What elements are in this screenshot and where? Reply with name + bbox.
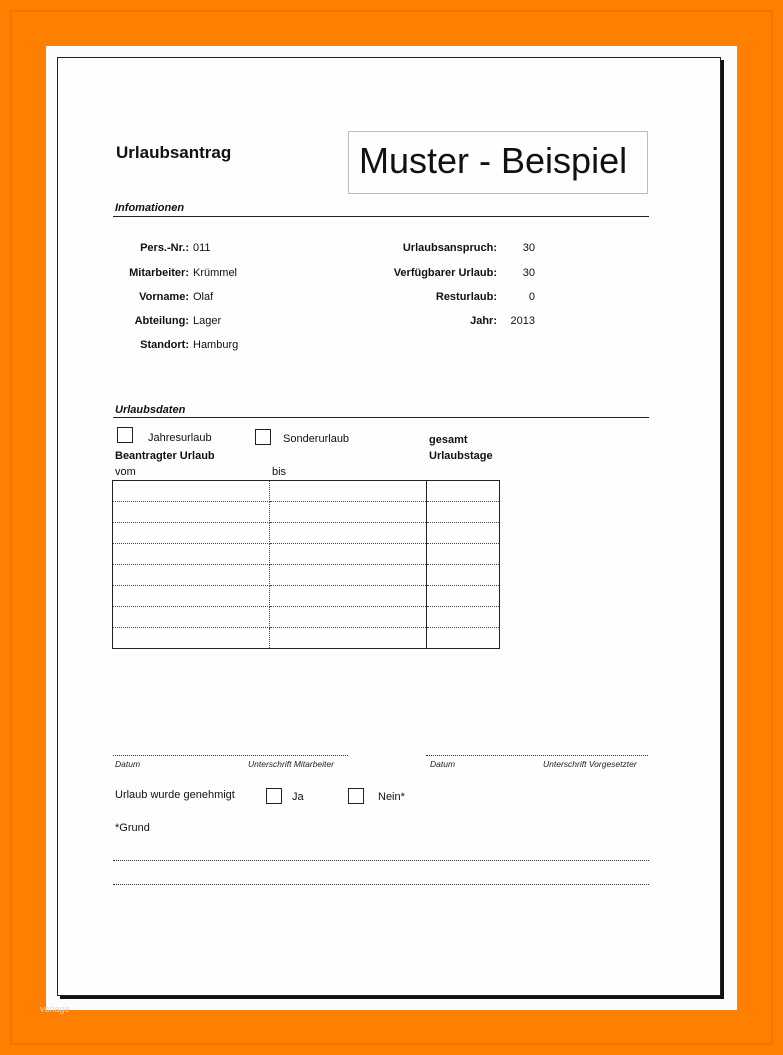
to-column-header: bis (272, 466, 287, 478)
location-label: Standort: (140, 339, 189, 351)
table-row (113, 523, 500, 544)
total-days-cell[interactable] (427, 544, 500, 565)
table-row (113, 481, 500, 502)
watermark-text: vorlage (40, 1004, 70, 1014)
approved-no-label: Nein* (378, 791, 405, 803)
from-date-cell[interactable] (113, 481, 270, 502)
employee-label: Mitarbeiter: (129, 267, 189, 279)
pers-nr-value: 011 (193, 242, 211, 254)
supervisor-signature-line[interactable] (426, 755, 648, 756)
total-days-cell[interactable] (427, 565, 500, 586)
approved-no-checkbox[interactable] (348, 788, 364, 804)
from-date-cell[interactable] (113, 628, 270, 649)
section-info-rule (113, 216, 649, 217)
entitlement-value: 30 (522, 242, 535, 254)
available-label: Verfügbarer Urlaub: (393, 267, 497, 279)
table-row (113, 628, 500, 649)
to-date-cell[interactable] (270, 481, 427, 502)
year-label: Jahr: (470, 315, 497, 327)
approval-question: Urlaub wurde genehmigt (115, 789, 235, 801)
firstname-value: Olaf (193, 291, 214, 303)
department-label: Abteilung: (134, 315, 189, 327)
form-title: Urlaubsantrag (116, 143, 232, 162)
supervisor-signature-caption: Unterschrift Vorgesetzter (543, 759, 637, 769)
remaining-label: Resturlaub: (435, 291, 497, 303)
reason-line-2[interactable] (113, 884, 649, 885)
requested-leave-heading: Beantragter Urlaub (115, 450, 215, 462)
table-row (113, 544, 500, 565)
annual-leave-label: Jahresurlaub (148, 432, 212, 444)
approved-yes-label: Ja (292, 791, 304, 803)
total-heading-line1: gesamt (429, 434, 468, 446)
reason-label: *Grund (115, 822, 150, 834)
total-days-cell[interactable] (427, 628, 500, 649)
annual-leave-checkbox[interactable] (117, 427, 133, 443)
section-info-heading: Infomationen (115, 202, 185, 214)
approved-yes-checkbox[interactable] (266, 788, 282, 804)
special-leave-checkbox[interactable] (255, 429, 271, 445)
remaining-value: 0 (528, 291, 535, 303)
sample-stamp: Muster - Beispiel (348, 131, 648, 194)
available-value: 30 (522, 267, 535, 279)
from-column-header: vom (115, 466, 136, 478)
supervisor-date-caption: Datum (430, 759, 456, 769)
table-row (113, 502, 500, 523)
firstname-label: Vorname: (139, 291, 189, 303)
year-value: 2013 (510, 315, 535, 327)
table-row (113, 565, 500, 586)
employee-signature-caption: Unterschrift Mitarbeiter (248, 759, 334, 769)
total-days-cell[interactable] (427, 481, 500, 502)
to-date-cell[interactable] (270, 544, 427, 565)
from-date-cell[interactable] (113, 565, 270, 586)
section-dates-heading: Urlaubsdaten (115, 404, 186, 416)
table-row (113, 607, 500, 628)
total-days-cell[interactable] (427, 586, 500, 607)
from-date-cell[interactable] (113, 502, 270, 523)
reason-line-1[interactable] (113, 860, 649, 861)
to-date-cell[interactable] (270, 523, 427, 544)
pers-nr-label: Pers.-Nr.: (140, 242, 189, 254)
total-days-cell[interactable] (427, 502, 500, 523)
location-value: Hamburg (193, 339, 239, 351)
from-date-cell[interactable] (113, 607, 270, 628)
entitlement-label: Urlaubsanspruch: (402, 242, 497, 254)
to-date-cell[interactable] (270, 607, 427, 628)
to-date-cell[interactable] (270, 628, 427, 649)
special-leave-label: Sonderurlaub (283, 433, 350, 445)
total-heading-line2: Urlaubstage (429, 450, 493, 462)
from-date-cell[interactable] (113, 523, 270, 544)
from-date-cell[interactable] (113, 544, 270, 565)
from-date-cell[interactable] (113, 586, 270, 607)
employee-value: Krümmel (193, 267, 238, 279)
to-date-cell[interactable] (270, 502, 427, 523)
section-dates-rule (113, 417, 649, 418)
department-value: Lager (193, 315, 222, 327)
employee-date-caption: Datum (115, 759, 141, 769)
total-days-cell[interactable] (427, 607, 500, 628)
table-row (113, 586, 500, 607)
to-date-cell[interactable] (270, 565, 427, 586)
employee-signature-line[interactable] (113, 755, 348, 756)
to-date-cell[interactable] (270, 586, 427, 607)
total-days-cell[interactable] (427, 523, 500, 544)
leave-dates-table (112, 480, 500, 649)
